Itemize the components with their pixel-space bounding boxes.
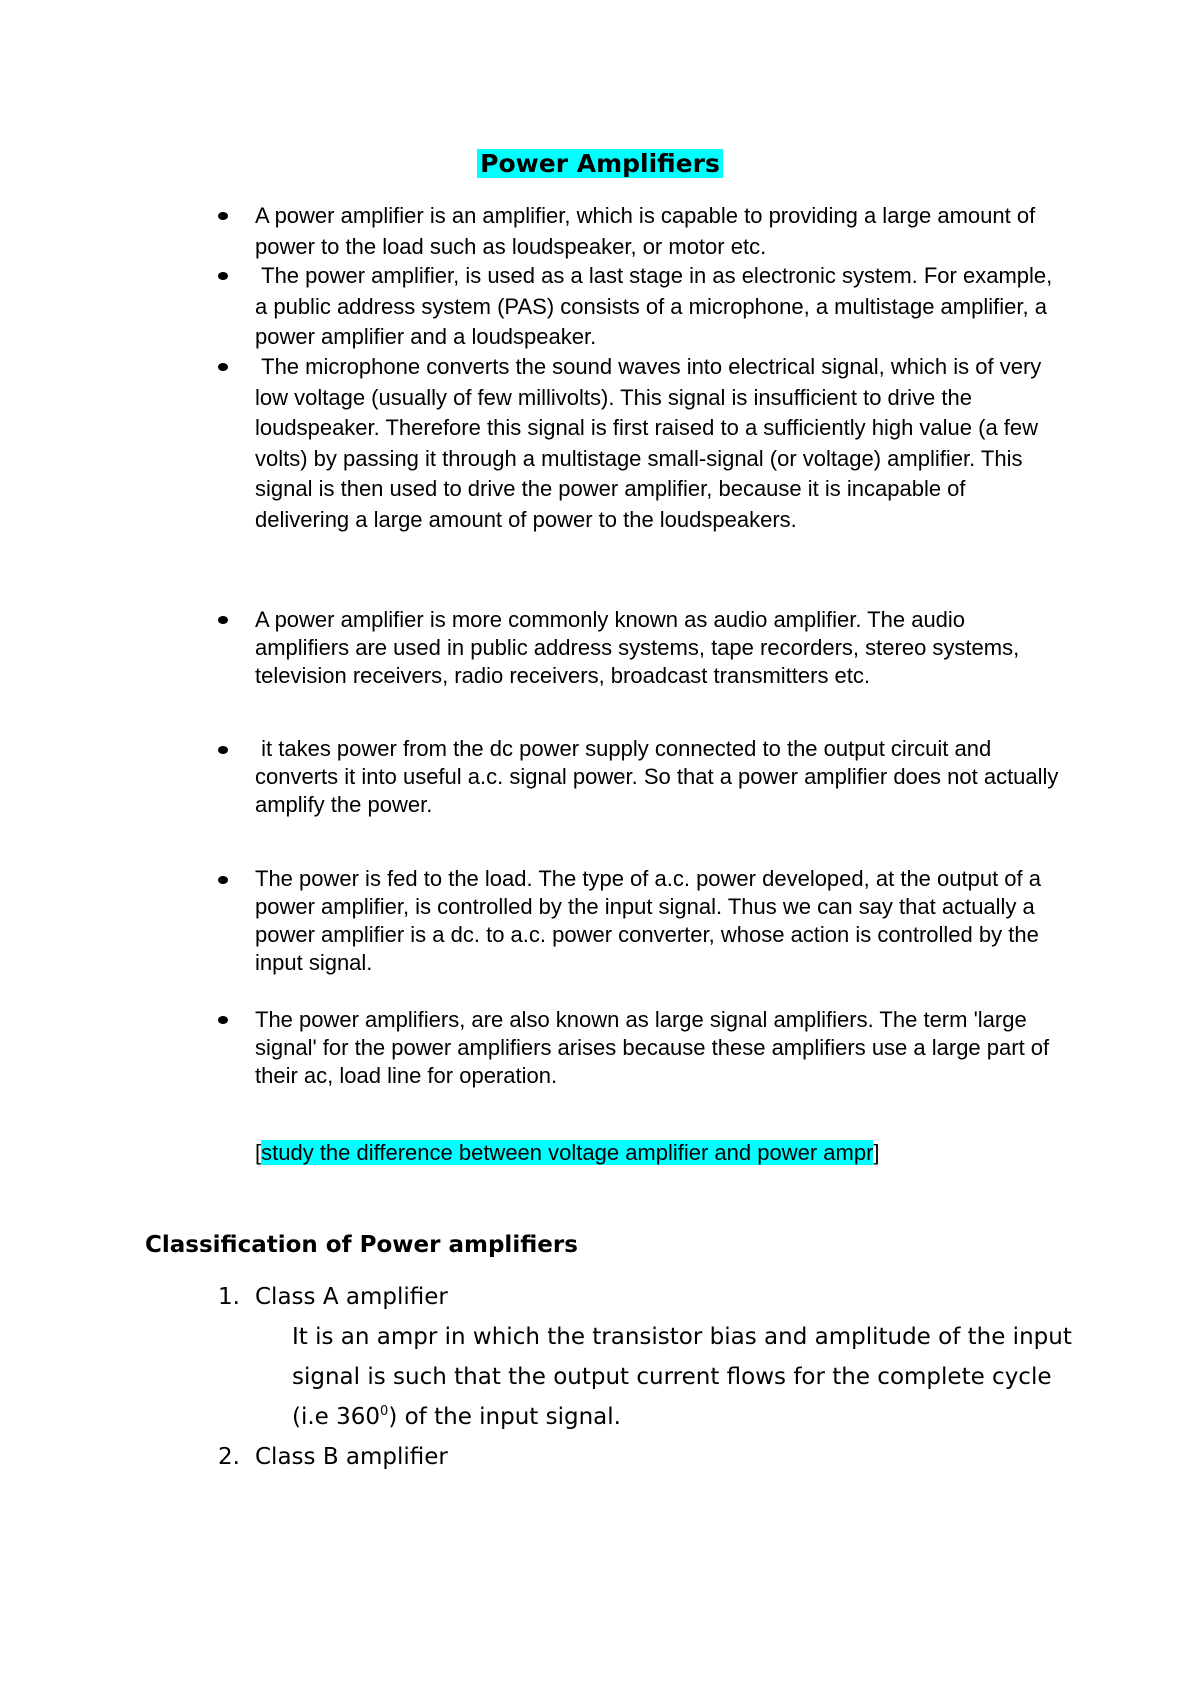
bullet-icon bbox=[218, 1016, 228, 1024]
bullet-icon bbox=[218, 876, 228, 884]
note-close-bracket: ] bbox=[873, 1140, 880, 1165]
list-number: 1. bbox=[218, 1284, 240, 1310]
class-a-label: Class A amplifier bbox=[255, 1284, 448, 1310]
bullet-text: it takes power from the dc power supply connected to the output circuit and converts it into useful a.c. signal power. So that a power amplifier does not actually amplify the power. bbox=[255, 736, 1065, 817]
note-highlight: study the difference between voltage amplifier and power ampr bbox=[261, 1140, 874, 1165]
study-note bbox=[255, 1138, 880, 1168]
page-title bbox=[0, 146, 1200, 182]
note-open-bracket: [ bbox=[255, 1140, 262, 1165]
bullet-text: A power amplifier is more commonly known as audio amplifier. The audio amplifiers are used in public address systems, tape recorders, stereo systems, television receivers, radio receivers, broadcast transmitters etc. bbox=[255, 607, 1026, 688]
class-b-label: Class B amplifier bbox=[255, 1444, 448, 1470]
bullet-text: The power is fed to the load. The type of a.c. power developed, at the output of a power amplifier, is controlled by the input signal. Thus we can say that actually a power amplifier is a dc. to a.c. power converter, whose action is controlled by the input signal. bbox=[255, 866, 1048, 975]
bullet-icon bbox=[218, 616, 228, 624]
bullet-icon bbox=[218, 746, 228, 754]
bullet-text: The microphone converts the sound waves into electrical signal, which is of very low voltage (usually of few millivolts). This signal is insufficient to drive the loudspeaker. Therefore this signal is first raised to a sufficiently high value (a few volts) by passing it through a multistage small-signal (or voltage) amplifier. This signal is then used to drive the power amplifier, because it is incapable of delivering a large amount of power to the loudspeakers. bbox=[255, 354, 1048, 532]
bullet-text: The power amplifier, is used as a last stage in as electronic system. For example, a public address system (PAS) consists of a microphone, a multistage amplifier, a power amplifier and a loudspeaker. bbox=[255, 263, 1059, 349]
section-heading: Classification of Power amplifiers bbox=[145, 1232, 578, 1258]
class-a-description: It is an ampr in which the transistor bias and amplitude of the input signal is such that the output current flows for the complete cycle (i.e $360^0$) of the input signal. bbox=[292, 1324, 1072, 1430]
bullet-icon bbox=[218, 212, 228, 220]
bullet-text: A power amplifier is an amplifier, which is capable to providing a large amount of power to the load such as loudspeaker, or motor etc. bbox=[255, 203, 1042, 259]
bullet-icon bbox=[218, 363, 228, 371]
bullet-icon bbox=[218, 272, 228, 280]
bullet-text: The power amplifiers, are also known as large signal amplifiers. The term 'large signal' for the power amplifiers arises because these amplifiers use a large part of their ac, load line for operation. bbox=[255, 1007, 1056, 1088]
title-highlight: Power Amplifiers bbox=[477, 149, 723, 178]
degree-superscript: 0 bbox=[380, 1404, 389, 1419]
list-number: 2. bbox=[218, 1444, 240, 1470]
